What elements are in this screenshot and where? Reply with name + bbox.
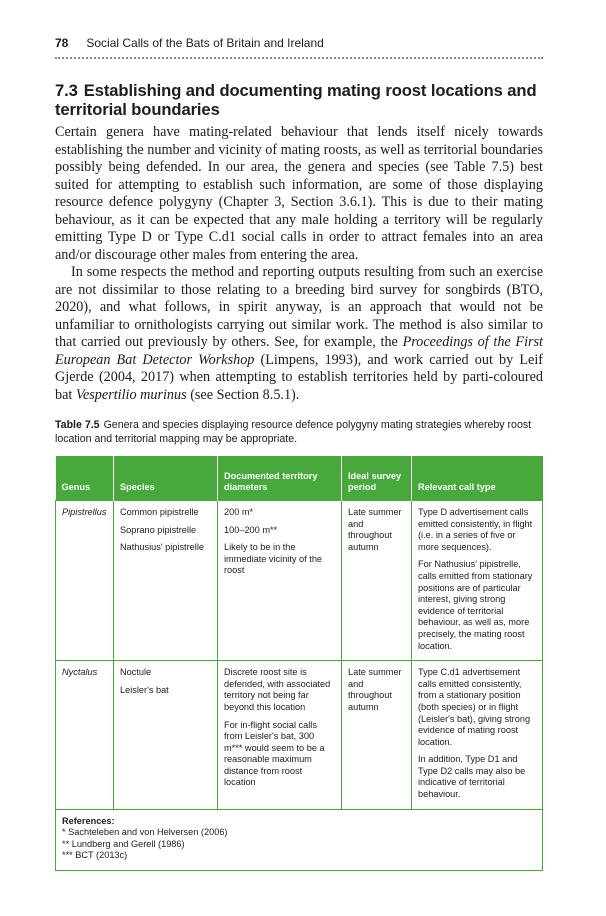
species-name: Soprano pipistrelle — [120, 524, 197, 535]
species-name: Common pipistrelle — [120, 507, 199, 517]
diameter-value: For in-flight social calls from Leisler's bat, 300 m*** would seem to be a reasonable maximum distance from roost location — [224, 719, 325, 788]
diameter-value: 100–200 m** — [224, 524, 278, 535]
references-title: References: — [62, 815, 115, 826]
paragraph-1: Certain genera have mating-related behaviour that lends itself nicely towards establishing the number and vicinity of mating roosts, as well as territorial boundaries possibly being defended. In our area, the genera and species (see Table 7.5) best suited for attempting to establish such information, are some of those displaying resource defence polygyny (Chapter 3, Section 3.6.1). This is due to their mating behaviour, as it can be expected that any male holding a territory will be regularly emitting Type D or Type C.d1 social calls in order to attract females into an area and/or discourage other males from entering the area. — [55, 124, 543, 263]
diameters-cell — [218, 661, 342, 810]
diameter-value: Likely to be in the immediate vicinity of the roost — [224, 542, 323, 576]
book-page — [55, 36, 543, 871]
page-number: 78 — [55, 36, 69, 50]
paragraph-2-text-c: (see Section 8.5.1). — [186, 386, 300, 403]
species-name-vespertilio: Vespertilio murinus — [75, 386, 187, 403]
call-type-text: Type D advertisement calls emitted consistently, in flight (i.e. in a series of five or more sequences). — [418, 507, 533, 552]
reference-item: * Sachteleben and von Helversen (2006) — [62, 827, 228, 838]
proceedings-title: Proceedings of the First European Bat Detector Workshop — [55, 334, 544, 368]
section-number: 7.3 — [55, 81, 78, 100]
survey-period-cell: Late summer and throughout autumn — [342, 501, 412, 661]
table-caption — [55, 419, 543, 446]
table-header-row — [56, 456, 543, 501]
paragraph-2 — [55, 264, 543, 404]
call-type-text: In addition, Type D1 and Type D2 calls may also be indicative of territorial behaviour. — [418, 754, 526, 800]
paragraph-2-text-a: In some respects the method and reporting outputs resulting from such an exercise are not dissimilar to those relating to a breeding bird survey for songbirds (BTO, 2020), and what follows, in spirit anyway, is an approach that would not be unfamiliar to ornithologists carrying out similar work. The method is also similar to that carried out previously by others. See, for example, the — [55, 264, 543, 350]
section-heading — [55, 81, 543, 119]
table-caption-text: Genera and species displaying resource defence polygyny mating strategies whereby roost location and territorial mapping may be appropriate. — [55, 419, 532, 445]
call-type-text: Type C.d1 advertisement calls emitted consistently, from a stationary position (both species) or in flight (Leisler's bat), giving strong evidence of mating roost location. — [418, 667, 531, 747]
survey-period-cell: Late summer and throughout autumn — [342, 661, 412, 810]
genus-cell: Nyctalus — [56, 661, 114, 810]
header-species: Species — [114, 456, 218, 501]
section-title: Establishing and documenting mating roost locations and territorial boundaries — [55, 81, 537, 119]
paragraph-2-text-b: (Limpens, 1993), and work carried out by Leif Gjerde (2004, 2017) when attempting to establish territories held by parti-coloured bat — [55, 351, 543, 403]
species-cell — [114, 661, 218, 810]
table-row — [56, 661, 543, 810]
diameters-cell — [218, 501, 342, 661]
species-name: Leisler's bat — [120, 684, 169, 695]
diameter-value: 200 m* — [224, 507, 254, 517]
call-type-cell — [412, 501, 543, 661]
running-head — [55, 36, 543, 59]
book-title: Social Calls of the Bats of Britain and Ireland — [86, 36, 324, 50]
species-name: Noctule — [120, 667, 152, 678]
genus-cell: Pipistrellus — [56, 501, 114, 661]
species-cell — [114, 501, 218, 661]
references-cell — [56, 809, 543, 870]
header-genus: Genus — [56, 456, 114, 501]
call-type-text: For Nathusius' pipistrelle, calls emitted from stationary positions are of particular interest, giving strong evidence of territorial behaviour, as well as, more precisely, the mating roost location. — [418, 559, 533, 651]
table-row — [56, 501, 543, 661]
header-call-type: Relevant call type — [412, 456, 543, 501]
call-type-cell — [412, 661, 543, 810]
species-name: Nathusius' pipistrelle — [120, 542, 204, 553]
diameter-value: Discrete roost site is defended, with associated territory not being far beyond this location — [224, 667, 331, 712]
header-diameters: Documented territory diameters — [218, 456, 342, 501]
table-label: Table 7.5 — [55, 419, 100, 431]
reference-item: *** BCT (2013c) — [62, 850, 128, 861]
reference-item: ** Lundberg and Gerell (1986) — [62, 838, 185, 849]
header-survey-period: Ideal survey period — [342, 456, 412, 501]
polygyny-table — [55, 456, 543, 871]
references-row — [56, 809, 543, 870]
